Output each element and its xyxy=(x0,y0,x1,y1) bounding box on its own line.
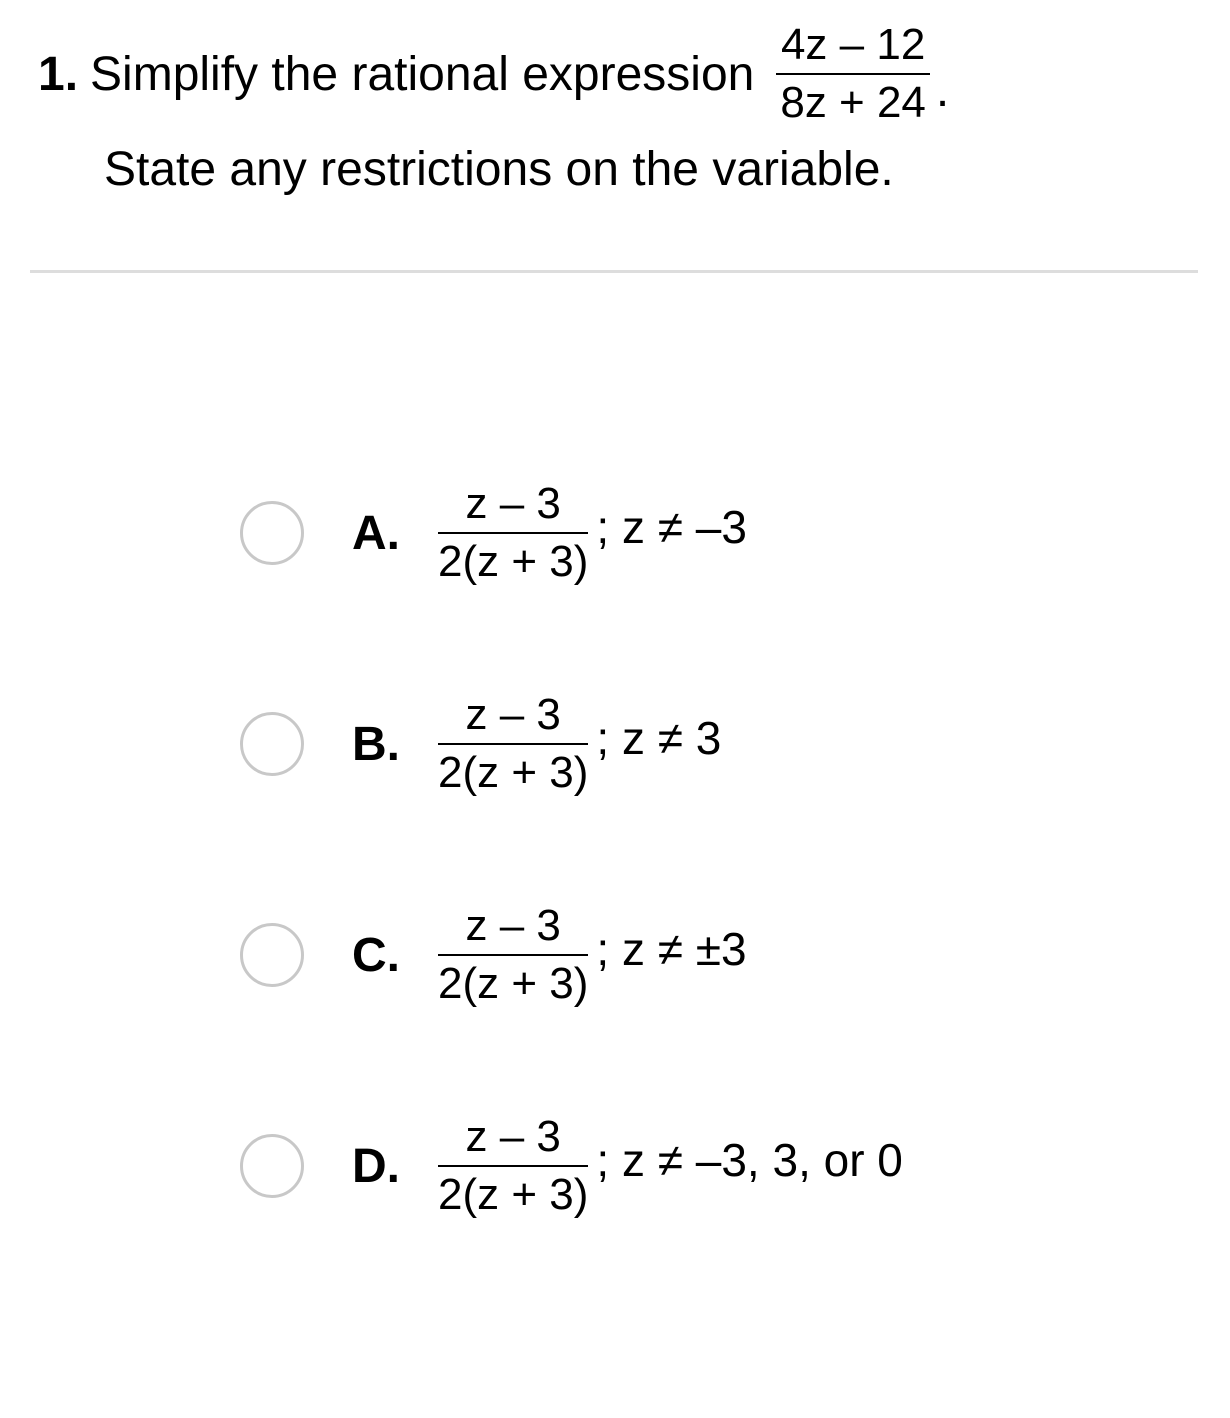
option-b[interactable] xyxy=(240,689,721,799)
option-condition: ; z ≠ –3, 3, or 0 xyxy=(596,1134,903,1186)
option-letter: D. xyxy=(352,1139,400,1193)
question-text: Simplify the rational expression xyxy=(90,47,755,101)
option-fraction xyxy=(438,1112,589,1219)
option-fraction xyxy=(438,479,589,586)
option-numerator: z – 3 xyxy=(465,1112,561,1161)
fraction-bar xyxy=(438,954,588,956)
option-numerator: z – 3 xyxy=(465,690,561,739)
option-d[interactable] xyxy=(240,1111,903,1221)
divider xyxy=(30,270,1198,273)
question-instruction: State any restrictions on the variable. xyxy=(104,143,894,196)
question xyxy=(38,20,950,127)
option-letter: A. xyxy=(352,506,400,560)
question-number: 1. xyxy=(38,47,79,101)
option-fraction xyxy=(438,690,589,797)
expression-denominator: 8z + 24 xyxy=(780,78,926,127)
option-letter: C. xyxy=(352,928,400,982)
option-c[interactable] xyxy=(240,900,747,1010)
expression-numerator: 4z – 12 xyxy=(780,20,926,69)
question-expression xyxy=(776,20,930,127)
fraction-bar xyxy=(438,532,588,534)
radio-button-a[interactable] xyxy=(240,501,304,565)
radio-button-d[interactable] xyxy=(240,1134,304,1198)
radio-button-b[interactable] xyxy=(240,712,304,776)
option-denominator: 2(z + 3) xyxy=(438,748,589,797)
fraction-bar xyxy=(438,1165,588,1167)
option-numerator: z – 3 xyxy=(465,901,561,950)
radio-button-c[interactable] xyxy=(240,923,304,987)
option-condition: ; z ≠ ±3 xyxy=(596,923,747,975)
question-period: . xyxy=(935,64,950,117)
option-numerator: z – 3 xyxy=(465,479,561,528)
option-condition: ; z ≠ –3 xyxy=(596,501,747,553)
question-prompt xyxy=(38,20,950,127)
option-denominator: 2(z + 3) xyxy=(438,1170,589,1219)
option-fraction xyxy=(438,901,589,1008)
fraction-bar xyxy=(438,743,588,745)
option-denominator: 2(z + 3) xyxy=(438,537,589,586)
fraction-bar xyxy=(776,73,930,75)
option-condition: ; z ≠ 3 xyxy=(596,712,722,764)
option-letter: B. xyxy=(352,717,400,771)
option-a[interactable] xyxy=(240,478,747,588)
option-denominator: 2(z + 3) xyxy=(438,959,589,1008)
